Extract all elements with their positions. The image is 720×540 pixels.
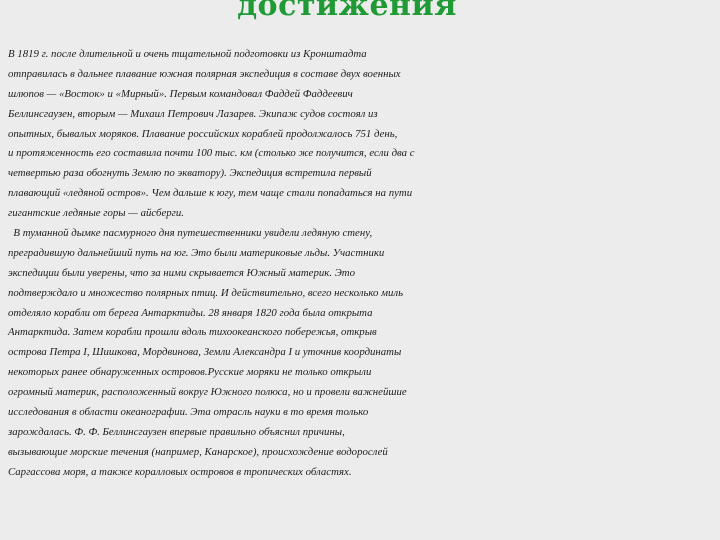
text-line: шлюпов — «Восток» и «Мирный». Первым командовал Фаддей Фаддеевич [8,87,353,100]
text-line: Саргассова моря, а также коралловых островов в тропических областях. [8,465,352,478]
text-line: исследования в области океанографии. Эта отрасль науки в то время только [8,406,369,419]
text-line: некоторых ранее обнаруженных островов.Русские моряки не только открыли [8,366,372,379]
slide-title: достижения [237,0,457,23]
text-line: отправилась в дальнее плавание южная полярная экспедиция в составе двух военных [8,67,401,80]
text-line: зарождалась. Ф. Ф. Беллинсгаузен впервые правильно объяснил причины, [8,425,345,438]
text-line: вызывающие морские течения (например, Канарское), происхождение водорослей [8,445,388,458]
text-line: и протяженность его составила почти 100 тыс. км (столько же получится, если два с [8,147,415,160]
text-line: подтверждало и множество полярных птиц. И действительно, всего несколько миль [8,286,404,299]
text-line: В туманной дымке пасмурного дня путешественники увидели ледяную стену, [8,227,373,240]
text-line: экспедиции были уверены, что за ними скрывается Южный материк. Это [8,266,355,279]
text-line: огромный материк, расположенный вокруг Южного полюса, но и провели важнейшие [8,386,407,399]
text-line: преградившую дальнейший путь на юг. Это были материковые льды. Участники [8,246,385,259]
text-line: гигантские ледяные горы — айсберги. [8,207,184,220]
text-line: опытных, бывалых моряков. Плавание российских кораблей продолжалось 751 день, [8,127,398,140]
text-line: Беллинсгаузен, вторым — Михаил Петрович Лазарев. Экипаж судов состоял из [8,107,378,120]
text-line: В 1819 г. после длительной и очень тщательной подготовки из Кронштадта [8,48,367,60]
text-line: Антарктида. Затем корабли прошли вдоль тихоокеанского побережья, открыв [8,326,377,339]
slide-body-text [8,45,720,483]
text-line: плавающий «ледяной остров». Чем дальше к югу, тем чаще стали попадаться на пути [8,187,413,200]
text-line: четвертью раза обогнуть Землю по экватору). Экспедиция встретила первый [8,167,372,180]
text-line: отделяло корабли от берега Антарктиды. 28 января 1820 года была открыта [8,306,373,319]
text-line: острова Петра I, Шишкова, Мордвинова, Земли Александра I и уточнив координаты [8,346,402,359]
